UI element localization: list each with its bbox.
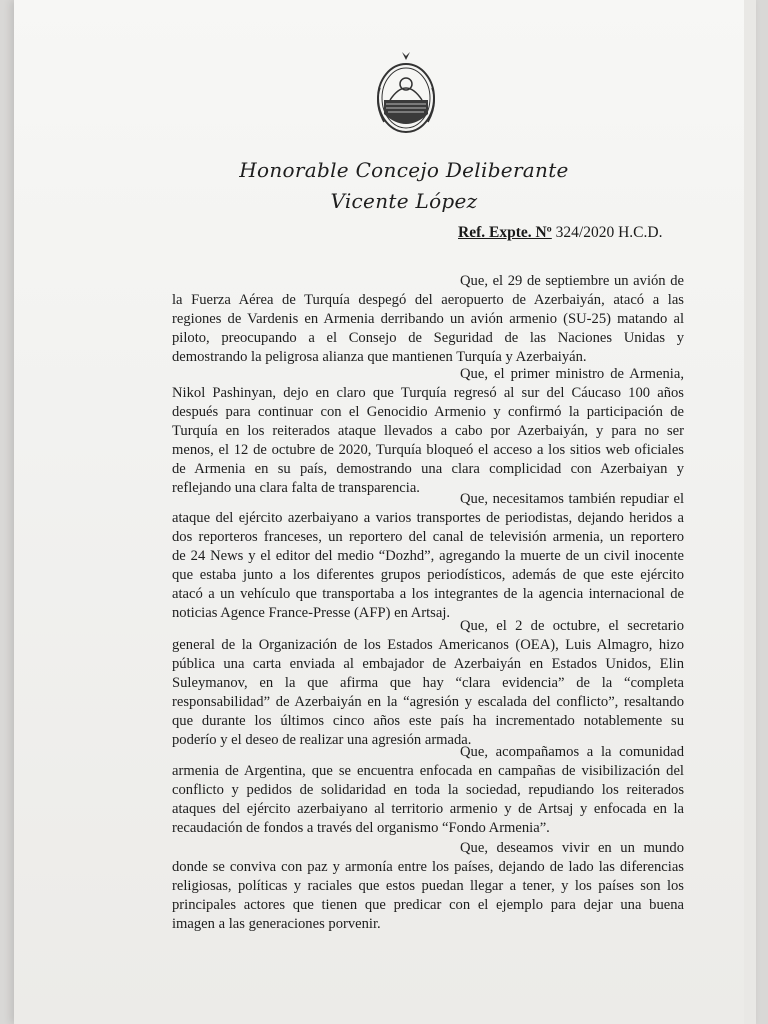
paragraph-4 — [172, 617, 684, 750]
paragraph-3 — [172, 490, 684, 623]
page-edge — [744, 0, 756, 1024]
text-line: piloto, preocupando a el Consejo de Seguridad de las Naciones Unidas y — [172, 330, 684, 346]
coat-of-arms-icon — [370, 48, 442, 140]
text-line: donde se conviva con paz y armonía entre los países, dejando de lado las diferencias — [172, 859, 684, 875]
reference-label: Ref. Expte. Nº — [458, 224, 552, 241]
text-line: Que, deseamos vivir en un mundo — [460, 840, 684, 856]
text-line: Que, el primer ministro de Armenia, — [460, 366, 684, 382]
text-line: ataque del ejército azerbaiyano a varios transportes de periodistas, dejando heridos a — [172, 510, 684, 526]
text-line: Turquía en los reiterados ataque llevados a cabo por Azerbaiyán, y para no ser — [172, 423, 684, 439]
text-line: pública una carta enviada al embajador de Azerbaiyán en Estados Unidos, Elin — [172, 656, 684, 672]
paragraph-2 — [172, 365, 684, 498]
paragraph-5 — [172, 743, 684, 838]
text-line: reflejando una clara falta de transparencia. — [172, 480, 420, 496]
text-line: ataques del ejército azerbaiyano al territorio armenio y de Artsaj y enfocada en la — [172, 801, 684, 817]
text-line: que durante los últimos cinco años este país ha incrementado notablemente su — [172, 713, 684, 729]
text-line: general de la Organización de los Estados Americanos (OEA), Luis Almagro, hizo — [172, 637, 684, 653]
text-line: Que, acompañamos a la comunidad — [460, 744, 684, 760]
org-city: Vicente López — [330, 189, 478, 213]
text-line: que estaba junto a los diferentes grupos periodísticos, además de que este ejército — [172, 567, 684, 583]
text-line: armenia de Argentina, que se encuentra enfocada en campañas de visibilización del — [172, 763, 684, 779]
text-line: de Armenia en su país, demostrando una clara complicidad con Azerbaiyan y — [172, 461, 684, 477]
text-line: dos reporteros franceses, un reportero del canal de televisión armenia, un reportero — [172, 529, 684, 545]
text-line: poderío y el deseo de realizar una agresión armada. — [172, 732, 472, 748]
text-line: Suleymanov, en la que afirma que hay “clara evidencia” de la “completa — [172, 675, 684, 691]
text-line: noticias Agence France-Presse (AFP) en Artsaj. — [172, 605, 451, 621]
text-line: Que, el 29 de septiembre un avión de — [460, 273, 684, 289]
paragraph-6 — [172, 839, 684, 934]
text-line: conflicto y pedidos de solidaridad en toda la sociedad, repudiando los reiterados — [172, 782, 684, 798]
paragraph-1 — [172, 272, 684, 367]
text-line: religiosas, políticas y raciales que estos puedan llegar a tener, y los países son los — [172, 878, 684, 894]
text-line: imagen a las generaciones porvenir. — [172, 916, 381, 932]
text-line: recaudación de fondos a través del organismo “Fondo Armenia”. — [172, 820, 550, 836]
text-line: después para continuar con el Genocidio Armenio y confirmó la participación de — [172, 404, 684, 420]
text-line: principales actores que tienen que predicar con el ejemplo para dejar una buena — [172, 897, 684, 913]
reference-number — [458, 224, 662, 242]
reference-value: 324/2020 H.C.D. — [555, 224, 663, 241]
text-line: Nikol Pashinyan, dejo en claro que Turquía regresó al sur del Cáucaso 100 años — [172, 385, 684, 401]
text-line: menos, el 12 de octubre de 2020, Turquía bloqueó el acceso a los sitios web oficiales — [172, 442, 684, 458]
text-line: atacó a un vehículo que transportaba a los integrantes de la agencia internacional de — [172, 586, 684, 602]
text-line: de 24 News y el editor del medio “Dozhd”, agregando la muerte de un civil inocente — [172, 548, 684, 564]
text-line: la Fuerza Aérea de Turquía despegó del aeropuerto de Azerbaiyán, atacó a las — [172, 292, 684, 308]
text-line: demostrando la peligrosa alianza que mantienen Turquía y Azerbaiyán. — [172, 349, 587, 365]
text-line: responsabilidad” de Azerbaiyán en la “agresión y escalada del conflicto”, resaltando — [172, 694, 684, 710]
text-line: Que, el 2 de octubre, el secretario — [460, 618, 684, 634]
org-name: Honorable Concejo Deliberante — [239, 158, 569, 182]
text-line: regiones de Vardenis en Armenia derribando un avión armenio (SU-25) matando al — [172, 311, 684, 327]
document-page — [14, 0, 756, 1024]
text-line: Que, necesitamos también repudiar el — [460, 491, 684, 507]
